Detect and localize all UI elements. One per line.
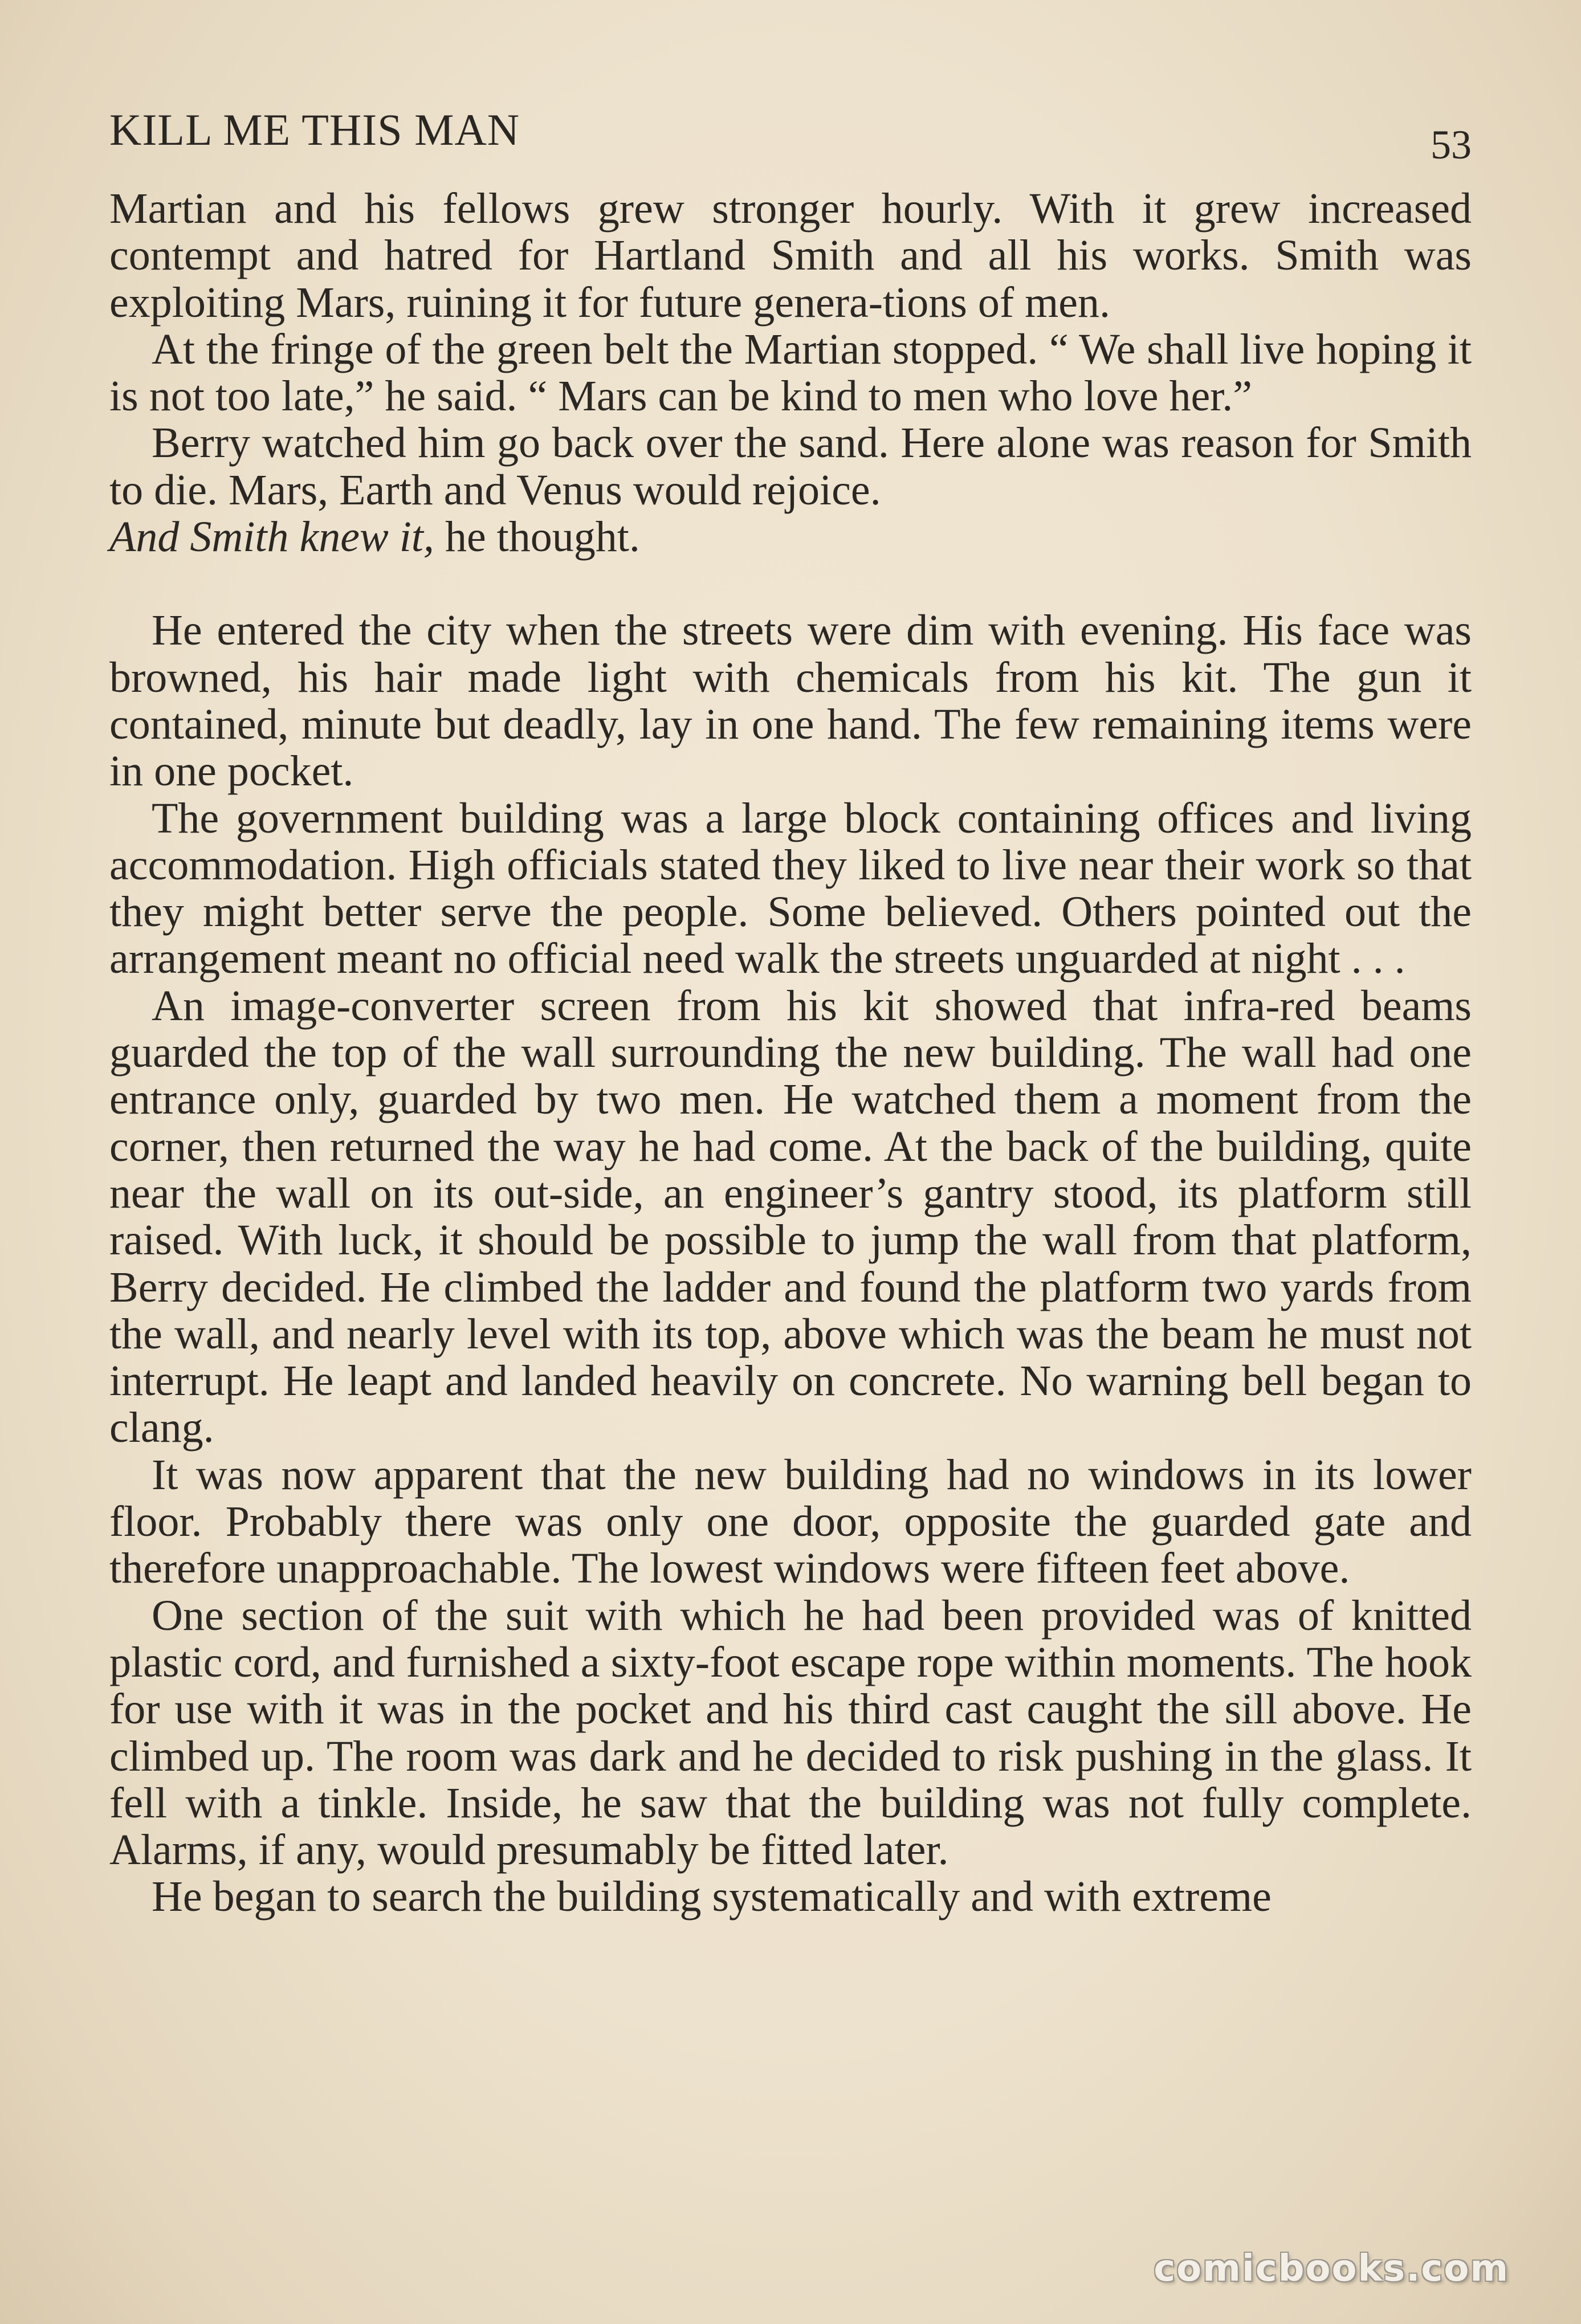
paragraph: One section of the suit with which he had been provided was of knitted plastic cord, and furnished a sixty-foot escape rope within moments. The hook for use with it was in the pocket and his third cast caught the sill above. He climbed up. The room was dark and he decided to risk pushing in the glass. It fell with a tinkle. Inside, he saw that the building was not fully complete. Alarms, if any, would presumably be fitted later. <box>109 1591 1472 1874</box>
running-title: KILL ME THIS MAN <box>109 105 520 154</box>
paragraph: He entered the city when the streets were dim with evening. His face was browned, his hair made light with chemicals from his kit. The gun it contained, minute but deadly, lay in one hand. The few remaining items were in one pocket. <box>109 606 1472 796</box>
section-break <box>109 560 1472 607</box>
paragraph: The government building was a large block containing offices and living accommodation. High officials stated they liked to live near their work so that they might better serve the people. Some believed. Others pointed out the arrangement meant no official need walk the streets unguarded at night . . . <box>109 794 1472 983</box>
italic-line <box>109 513 1472 560</box>
page-number: 53 <box>1431 122 1472 168</box>
running-head <box>109 101 1472 168</box>
watermark: comicbooks.com <box>1154 2248 1509 2290</box>
paragraph: Berry watched him go back over the sand. Here alone was reason for Smith to die. Mars, Earth and Venus would rejoice. <box>109 419 1472 514</box>
italic-phrase: And Smith knew it, <box>109 513 434 561</box>
paragraph: At the fringe of the green belt the Martian stopped. “ We shall live hoping it is not too late,” he said. “ Mars can be kind to men who love her.” <box>109 325 1472 421</box>
paragraph: He began to search the building systematically and with extreme <box>152 1873 1272 1921</box>
paragraph: Martian and his fellows grew stronger hourly. With it grew increased contempt and hatred for Hartland Smith and all his works. Smith was exploiting Mars, ruining it for future genera-tions of men. <box>109 185 1472 327</box>
body-text <box>109 185 1472 1921</box>
paragraph: An image-converter screen from his kit showed that infra-red beams guarded the top of the wall surrounding the new building. The wall had one entrance only, guarded by two men. He watched them a moment from the corner, then returned the way he had come. At the back of the building, quite near the wall on its out-side, an engineer’s gantry stood, its platform still raised. With luck, it should be possible to jump the wall from that platform, Berry decided. He climbed the ladder and found the platform two yards from the wall, and nearly level with its top, above which was the beam he must not interrupt. He leapt and landed heavily on concrete. No warning bell began to clang. <box>109 981 1472 1452</box>
paragraph: It was now apparent that the new building had no windows in its lower floor. Probably there was only one door, opposite the guarded gate and therefore unapproachable. The lowest windows were fifteen feet above. <box>109 1450 1472 1593</box>
italic-line-rest: he thought. <box>434 513 640 561</box>
